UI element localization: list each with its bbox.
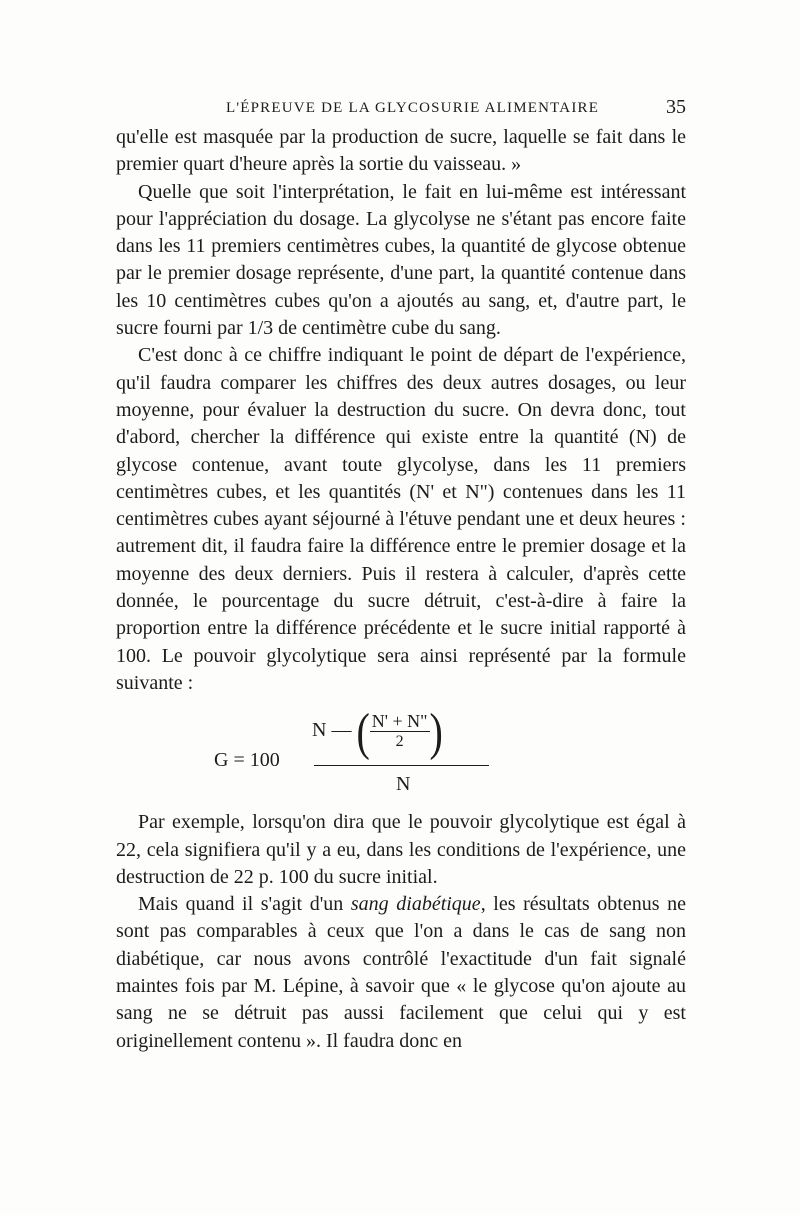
formula-inner-fraction — [370, 711, 430, 752]
formula-fraction-bar — [314, 765, 489, 766]
formula-open-paren: ( — [356, 701, 370, 761]
formula-close-paren: ) — [429, 701, 443, 761]
paragraph-5-end: , les résultats obtenus ne sont pas comparables à ceux que l'on a dans le cas de sang non diabétique, car nous avons contrôlé l'exactitude d'un fait signalé maintes fois par M. Lépine, à savoir que « le glycose qu'on ajoute au sang ne se détruit pas aussi facilement que celui qui y est originellement contenu ». Il faudra donc en — [116, 893, 686, 1052]
running-head: L'ÉPREUVE DE LA GLYCOSURIE ALIMENTAIRE — [226, 100, 600, 116]
paragraph-5 — [116, 891, 686, 1055]
page-header — [116, 96, 686, 124]
page-body — [116, 124, 686, 1055]
paragraph-1: qu'elle est masquée par la production de sucre, laquelle se fait dans le premier quart d'heure après la sortie du vaisseau. » — [116, 126, 686, 176]
formula-inner-numerator: N' + N" — [371, 711, 428, 732]
paragraph-5-italic: sang diabétique — [350, 893, 481, 916]
paragraph-4: Par exemple, lorsqu'on dira que le pouvoir glycolytique est égal à 22, cela signifiera qu'il y a eu, dans les conditions de l'expérience, une destruction de 22 p. 100 du sucre initial. — [116, 811, 686, 888]
formula-denominator: N — [396, 773, 411, 796]
formula-lhs: G = 100 — [214, 749, 280, 772]
formula-numerator — [312, 701, 443, 761]
paragraph-3: C'est donc à ce chiffre indiquant le point de départ de l'expérience, qu'il faudra comparer les chiffres des deux autres dosages, ou leur moyenne, pour évaluer la destruction du sucre. On devra donc, tout d'abord, chercher la différence qui existe entre la quantité (N) de glycose contenue, avant toute glycolyse, dans les 11 premiers centimètres cubes, et les quantités (N' et N") contenues dans les 11 centimètres cubes ayant séjourné à l'étuve pendant une et deux heures : autrement dit, il faudra faire la différence entre le premier dosage et la moyenne des deux derniers. Puis il restera à calculer, d'après cette donnée, le pourcentage du sucre détruit, c'est-à-dire à faire la proportion entre la différence précédente et le sucre initial rapporté à 100. Le pouvoir glycolytique sera ainsi représenté par la formule suivante : — [116, 344, 686, 694]
formula-n-minus: N — — [312, 719, 352, 742]
paragraph-2: Quelle que soit l'interprétation, le fait en lui-même est intéressant pour l'appréciation du dosage. La glycolyse ne s'étant pas encore faite dans les 11 premiers centimètres cubes, la quantité de glycose obtenue par le premier dosage représente, d'une part, la quantité contenue dans les 10 centimètres cubes qu'on a ajoutés au sang, et, d'autre part, le sucre fourni par 1/3 de centimètre cube du sang. — [116, 180, 686, 340]
glycolytic-power-formula — [116, 697, 686, 809]
paragraph-5-start: Mais quand il s'agit d'un — [138, 893, 351, 916]
page-number: 35 — [666, 96, 686, 118]
formula-inner-denominator: 2 — [395, 733, 404, 751]
